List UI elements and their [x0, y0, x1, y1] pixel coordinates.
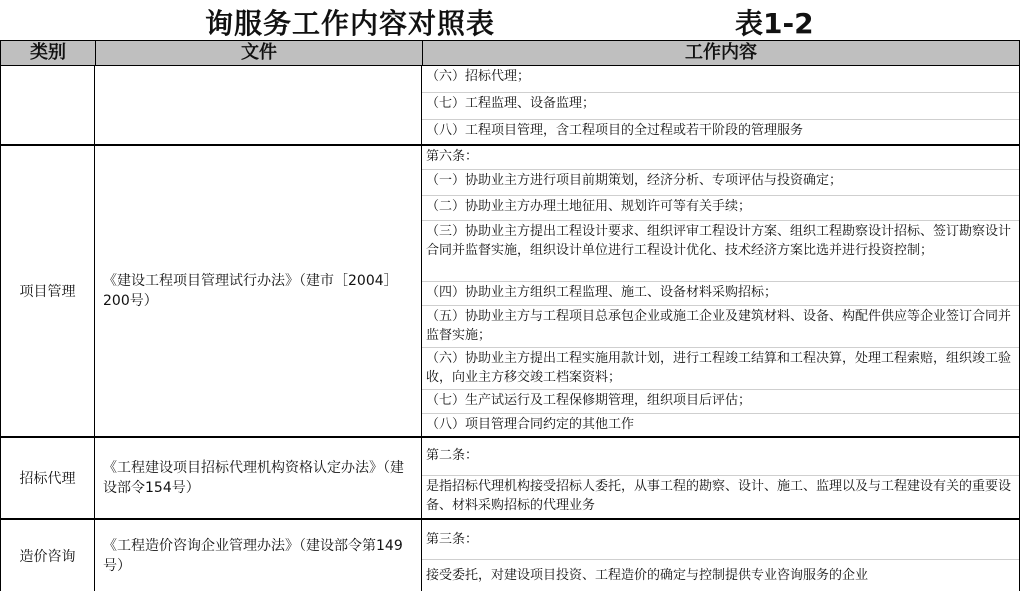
table-header — [0, 40, 1020, 66]
document-text: 《建设工程项目管理试行办法》（建市［2004］200号） — [103, 273, 398, 309]
content-line[interactable]: 第六条： — [422, 146, 1019, 170]
category-cell[interactable]: 造价咨询 — [0, 520, 95, 591]
document-cell[interactable] — [95, 520, 422, 591]
content-line[interactable]: 是指招标代理机构接受招标人委托，从事工程的勘察、设计、施工、监理以及与工程建设有关的重要设备、材料采购招标的代理业务 — [426, 479, 1012, 513]
title-row — [0, 0, 1024, 40]
category-cell[interactable] — [0, 66, 95, 144]
content-line[interactable]: 接受委托，对建设项目投资、工程造价的确定与控制提供专业咨询服务的企业 — [426, 568, 869, 583]
content-line[interactable]: （一）协助业主方进行项目前期策划，经济分析、专项评估与投资确定； — [422, 170, 1019, 196]
category-cell[interactable]: 招标代理 — [0, 438, 95, 518]
table-number: 表1-2 — [735, 7, 814, 40]
content-line[interactable]: （五）协助业主方与工程项目总承包企业或施工企业及建筑材料、设备、构配件供应等企业签订合同并监督实施； — [422, 306, 1019, 348]
content-line[interactable]: （七）工程监理、设备监理； — [422, 93, 1019, 120]
table-group — [0, 146, 1020, 438]
document-cell[interactable] — [95, 66, 422, 144]
content-line[interactable]: （八）项目管理合同约定的其他工作 — [426, 417, 635, 432]
document-text: 《工程建设项目招标代理机构资格认定办法》（建设部令154号） — [103, 460, 404, 496]
content-line[interactable]: （六）招标代理； — [422, 66, 1019, 93]
content-cell — [422, 438, 1020, 518]
content-cell — [422, 66, 1020, 144]
content-line[interactable]: 第二条： — [422, 438, 1019, 476]
category-cell[interactable]: 项目管理 — [0, 146, 95, 436]
header-content[interactable]: 工作内容 — [685, 42, 757, 63]
content-line[interactable]: （二）协助业主方办理土地征用、规划许可等有关手续； — [422, 196, 1019, 221]
content-line[interactable]: （六）协助业主方提出工程实施用款计划，进行工程竣工结算和工程决算，处理工程索赔，组织竣工验收，向业主方移交竣工档案资料； — [422, 348, 1019, 390]
table-body — [0, 66, 1020, 591]
content-line[interactable]: （七）生产试运行及工程保修期管理，组织项目后评估； — [422, 390, 1019, 414]
content-line[interactable]: （八）工程项目管理，含工程项目的全过程或若干阶段的管理服务 — [426, 123, 804, 138]
header-document[interactable]: 文件 — [96, 41, 423, 65]
content-line[interactable]: （三）协助业主方提出工程设计要求、组织评审工程设计方案、组织工程勘察设计招标、签订勘察设计合同并监督实施，组织设计单位进行工程设计优化、技术经济方案比选并进行投资控制； — [422, 221, 1019, 282]
content-cell — [422, 520, 1020, 591]
content-cell — [422, 146, 1020, 436]
content-line[interactable]: 第三条： — [422, 520, 1019, 560]
header-category[interactable]: 类别 — [1, 41, 96, 65]
table-group — [0, 520, 1020, 591]
document-cell[interactable] — [95, 438, 422, 518]
content-line[interactable]: （四）协助业主方组织工程监理、施工、设备材料采购招标； — [422, 282, 1019, 306]
table-group — [0, 66, 1020, 146]
table-group — [0, 438, 1020, 520]
document-text: 《工程造价咨询企业管理办法》（建设部令第149号） — [103, 537, 403, 574]
document-cell[interactable] — [95, 146, 422, 436]
page-title: 询服务工作内容对照表 — [205, 7, 496, 40]
